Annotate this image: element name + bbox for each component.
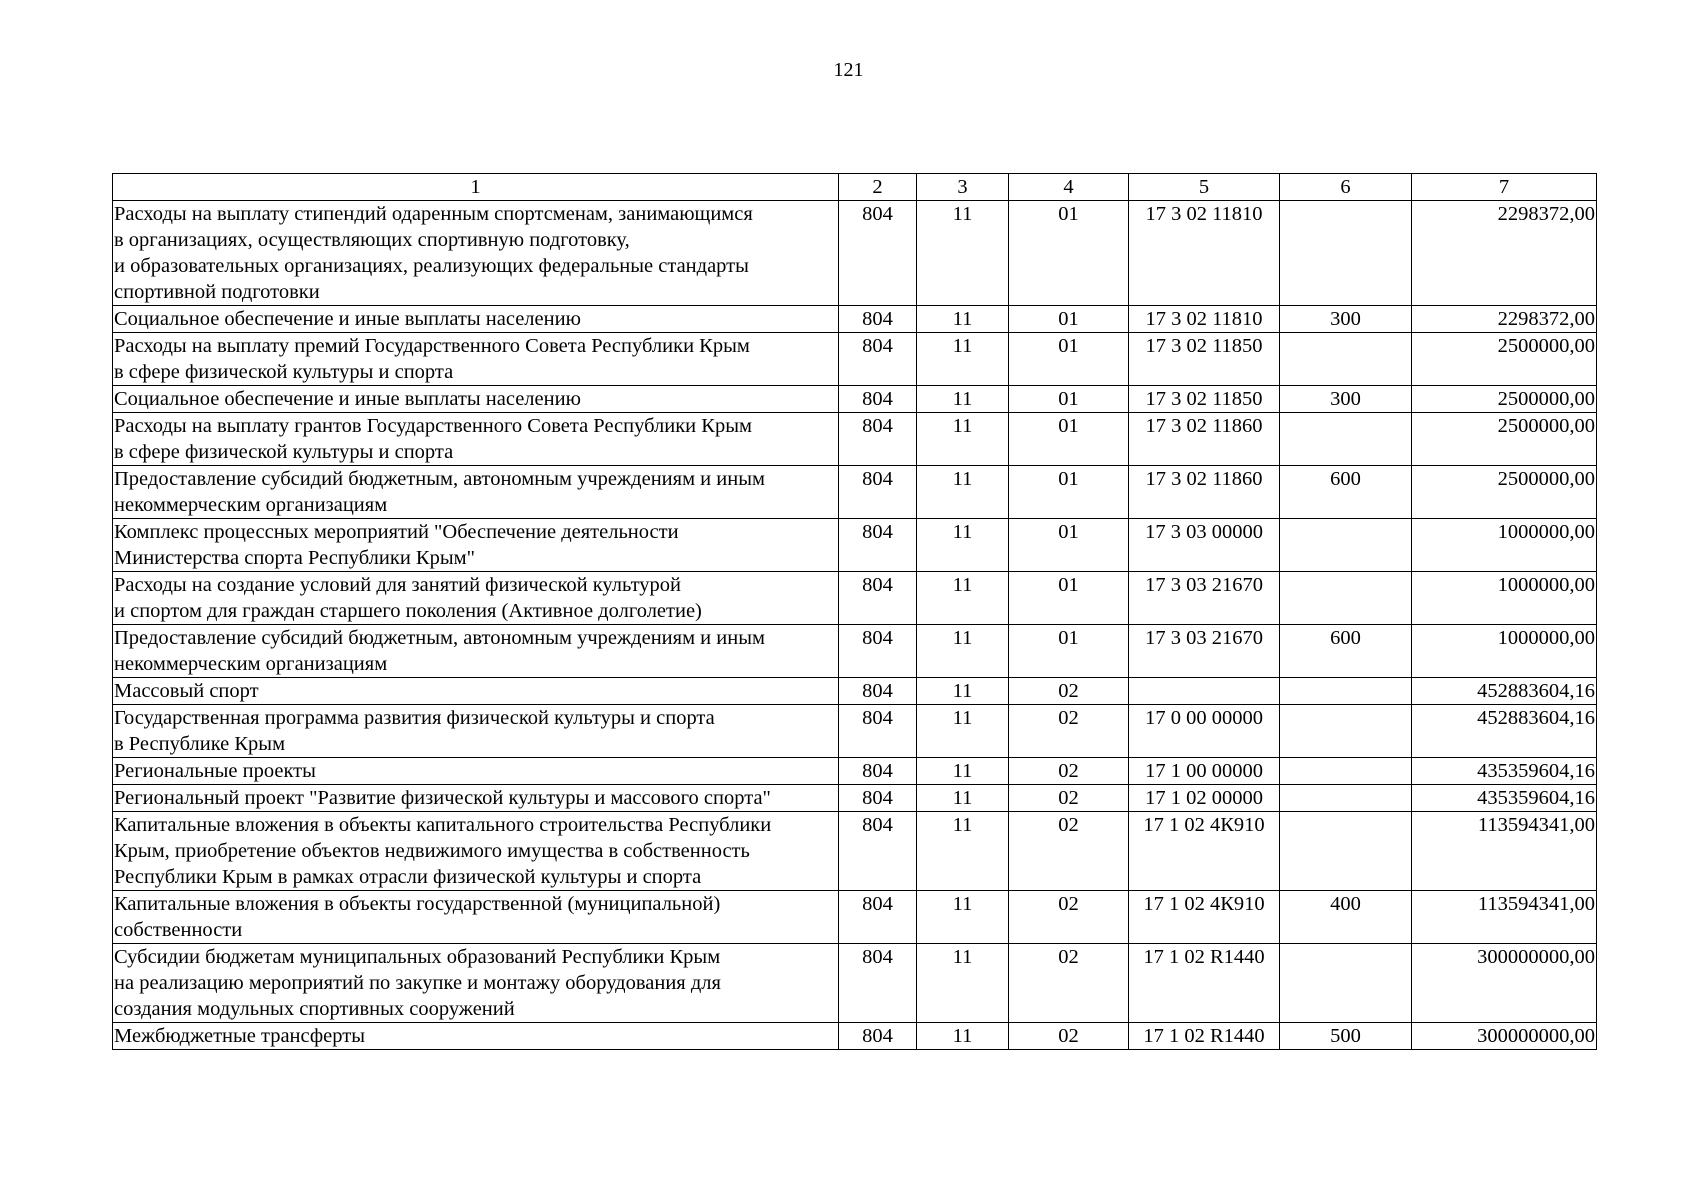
row-subsection-code: 01 [1009, 466, 1129, 519]
row-target-article-code: 17 0 00 00000 [1129, 705, 1280, 758]
row-section-code: 11 [917, 519, 1009, 572]
row-amount: 2500000,00 [1412, 413, 1597, 466]
row-subsection-code: 02 [1009, 758, 1129, 785]
row-expense-type-code [1280, 201, 1412, 306]
table-row [113, 625, 1597, 678]
table-row [113, 944, 1597, 1023]
row-name-cell: Комплекс процессных мероприятий "Обеспечение деятельности Министерства спорта Республики Крым" [113, 519, 839, 572]
row-section-code: 11 [917, 306, 1009, 333]
row-expense-type-code [1280, 572, 1412, 625]
row-amount: 2500000,00 [1412, 386, 1597, 413]
column-header: 3 [917, 174, 1009, 201]
row-amount: 1000000,00 [1412, 625, 1597, 678]
row-expense-type-code: 500 [1280, 1023, 1412, 1050]
row-ministry-code: 804 [839, 944, 917, 1023]
row-amount: 113594341,00 [1412, 891, 1597, 944]
row-target-article-code: 17 3 03 21670 [1129, 625, 1280, 678]
column-header: 6 [1280, 174, 1412, 201]
row-name-cell: Межбюджетные трансферты [113, 1023, 839, 1050]
row-name-cell: Государственная программа развития физической культуры и спорта в Республике Крым [113, 705, 839, 758]
row-ministry-code: 804 [839, 705, 917, 758]
row-amount: 300000000,00 [1412, 944, 1597, 1023]
row-target-article-code: 17 3 02 11860 [1129, 413, 1280, 466]
row-ministry-code: 804 [839, 333, 917, 386]
row-ministry-code: 804 [839, 466, 917, 519]
table-row [113, 201, 1597, 306]
row-target-article-code [1129, 678, 1280, 705]
row-target-article-code: 17 1 00 00000 [1129, 758, 1280, 785]
row-section-code: 11 [917, 386, 1009, 413]
row-ministry-code: 804 [839, 891, 917, 944]
row-expense-type-code [1280, 705, 1412, 758]
row-subsection-code: 01 [1009, 625, 1129, 678]
row-amount: 113594341,00 [1412, 812, 1597, 891]
row-amount: 435359604,16 [1412, 785, 1597, 812]
row-subsection-code: 01 [1009, 413, 1129, 466]
row-expense-type-code [1280, 519, 1412, 572]
row-amount: 452883604,16 [1412, 705, 1597, 758]
column-header: 5 [1129, 174, 1280, 201]
header-row [113, 174, 1597, 201]
column-header: 7 [1412, 174, 1597, 201]
row-section-code: 11 [917, 466, 1009, 519]
row-amount: 2500000,00 [1412, 333, 1597, 386]
row-ministry-code: 804 [839, 386, 917, 413]
row-target-article-code: 17 1 02 4К910 [1129, 891, 1280, 944]
row-ministry-code: 804 [839, 572, 917, 625]
row-subsection-code: 01 [1009, 572, 1129, 625]
row-name-cell: Субсидии бюджетам муниципальных образований Республики Крым на реализацию мероприятий по закупке и монтажу оборудования для создания модульных спортивных сооружений [113, 944, 839, 1023]
table-row [113, 413, 1597, 466]
row-expense-type-code: 600 [1280, 466, 1412, 519]
row-expense-type-code: 600 [1280, 625, 1412, 678]
table-row [113, 812, 1597, 891]
row-ministry-code: 804 [839, 785, 917, 812]
row-subsection-code: 02 [1009, 1023, 1129, 1050]
row-section-code: 11 [917, 758, 1009, 785]
row-ministry-code: 804 [839, 1023, 917, 1050]
table-row [113, 466, 1597, 519]
row-expense-type-code [1280, 812, 1412, 891]
row-amount: 300000000,00 [1412, 1023, 1597, 1050]
row-name-cell: Социальное обеспечение и иные выплаты населению [113, 306, 839, 333]
row-ministry-code: 804 [839, 625, 917, 678]
table-row [113, 1023, 1597, 1050]
row-name-cell: Капитальные вложения в объекты капитального строительства Республики Крым, приобретение объектов недвижимого имущества в собственность Республики Крым в рамках отрасли физической культуры и спорта [113, 812, 839, 891]
row-section-code: 11 [917, 413, 1009, 466]
row-name-cell: Предоставление субсидий бюджетным, автономным учреждениям и иным некоммерческим организациям [113, 466, 839, 519]
row-target-article-code: 17 3 03 00000 [1129, 519, 1280, 572]
row-target-article-code: 17 1 02 R1440 [1129, 1023, 1280, 1050]
row-name-cell: Региональные проекты [113, 758, 839, 785]
row-target-article-code: 17 3 02 11810 [1129, 201, 1280, 306]
row-target-article-code: 17 3 03 21670 [1129, 572, 1280, 625]
table-row [113, 572, 1597, 625]
row-name-cell: Расходы на создание условий для занятий физической культурой и спортом для граждан старшего поколения (Активное долголетие) [113, 572, 839, 625]
row-subsection-code: 01 [1009, 386, 1129, 413]
row-subsection-code: 01 [1009, 333, 1129, 386]
table-row [113, 306, 1597, 333]
row-target-article-code: 17 3 02 11810 [1129, 306, 1280, 333]
row-section-code: 11 [917, 812, 1009, 891]
row-subsection-code: 02 [1009, 812, 1129, 891]
table-row [113, 705, 1597, 758]
row-target-article-code: 17 3 02 11850 [1129, 386, 1280, 413]
column-header: 4 [1009, 174, 1129, 201]
row-amount: 2298372,00 [1412, 201, 1597, 306]
row-expense-type-code [1280, 413, 1412, 466]
row-subsection-code: 02 [1009, 705, 1129, 758]
row-name-cell: Капитальные вложения в объекты государственной (муниципальной) собственности [113, 891, 839, 944]
row-name-cell: Предоставление субсидий бюджетным, автономным учреждениям и иным некоммерческим организациям [113, 625, 839, 678]
row-expense-type-code [1280, 678, 1412, 705]
table-row [113, 333, 1597, 386]
row-amount: 435359604,16 [1412, 758, 1597, 785]
row-target-article-code: 17 3 02 11860 [1129, 466, 1280, 519]
table-row [113, 678, 1597, 705]
column-header: 1 [113, 174, 839, 201]
row-amount: 2298372,00 [1412, 306, 1597, 333]
table-row [113, 758, 1597, 785]
row-ministry-code: 804 [839, 812, 917, 891]
row-section-code: 11 [917, 678, 1009, 705]
row-expense-type-code: 400 [1280, 891, 1412, 944]
row-section-code: 11 [917, 785, 1009, 812]
row-section-code: 11 [917, 572, 1009, 625]
row-section-code: 11 [917, 201, 1009, 306]
row-expense-type-code [1280, 333, 1412, 386]
row-ministry-code: 804 [839, 413, 917, 466]
row-ministry-code: 804 [839, 519, 917, 572]
row-section-code: 11 [917, 625, 1009, 678]
row-amount: 2500000,00 [1412, 466, 1597, 519]
budget-table [112, 173, 1597, 1050]
row-subsection-code: 01 [1009, 306, 1129, 333]
row-target-article-code: 17 1 02 4К910 [1129, 812, 1280, 891]
table-row [113, 891, 1597, 944]
row-name-cell: Расходы на выплату грантов Государственного Совета Республики Крым в сфере физической культуры и спорта [113, 413, 839, 466]
row-target-article-code: 17 3 02 11850 [1129, 333, 1280, 386]
row-expense-type-code [1280, 944, 1412, 1023]
row-subsection-code: 02 [1009, 785, 1129, 812]
row-amount: 1000000,00 [1412, 519, 1597, 572]
row-section-code: 11 [917, 891, 1009, 944]
row-amount: 452883604,16 [1412, 678, 1597, 705]
row-ministry-code: 804 [839, 306, 917, 333]
table-row [113, 386, 1597, 413]
row-name-cell: Массовый спорт [113, 678, 839, 705]
row-expense-type-code [1280, 758, 1412, 785]
row-subsection-code: 01 [1009, 201, 1129, 306]
row-ministry-code: 804 [839, 758, 917, 785]
row-subsection-code: 02 [1009, 891, 1129, 944]
row-target-article-code: 17 1 02 R1440 [1129, 944, 1280, 1023]
row-subsection-code: 02 [1009, 678, 1129, 705]
row-ministry-code: 804 [839, 678, 917, 705]
row-name-cell: Расходы на выплату стипендий одаренным спортсменам, занимающимся в организациях, осуществляющих спортивную подготовку, и образовательных организациях, реализующих федеральные стандарты спортивной подготовки [113, 201, 839, 306]
table-row [113, 519, 1597, 572]
row-subsection-code: 02 [1009, 944, 1129, 1023]
row-expense-type-code [1280, 785, 1412, 812]
row-subsection-code: 01 [1009, 519, 1129, 572]
row-expense-type-code: 300 [1280, 306, 1412, 333]
row-ministry-code: 804 [839, 201, 917, 306]
row-section-code: 11 [917, 333, 1009, 386]
row-amount: 1000000,00 [1412, 572, 1597, 625]
page-number: 121 [833, 59, 864, 81]
row-section-code: 11 [917, 705, 1009, 758]
row-section-code: 11 [917, 1023, 1009, 1050]
row-section-code: 11 [917, 944, 1009, 1023]
row-name-cell: Региональный проект "Развитие физической культуры и массового спорта" [113, 785, 839, 812]
row-expense-type-code: 300 [1280, 386, 1412, 413]
column-header: 2 [839, 174, 917, 201]
row-name-cell: Расходы на выплату премий Государственного Совета Республики Крым в сфере физической культуры и спорта [113, 333, 839, 386]
row-target-article-code: 17 1 02 00000 [1129, 785, 1280, 812]
row-name-cell: Социальное обеспечение и иные выплаты населению [113, 386, 839, 413]
table-row [113, 785, 1597, 812]
